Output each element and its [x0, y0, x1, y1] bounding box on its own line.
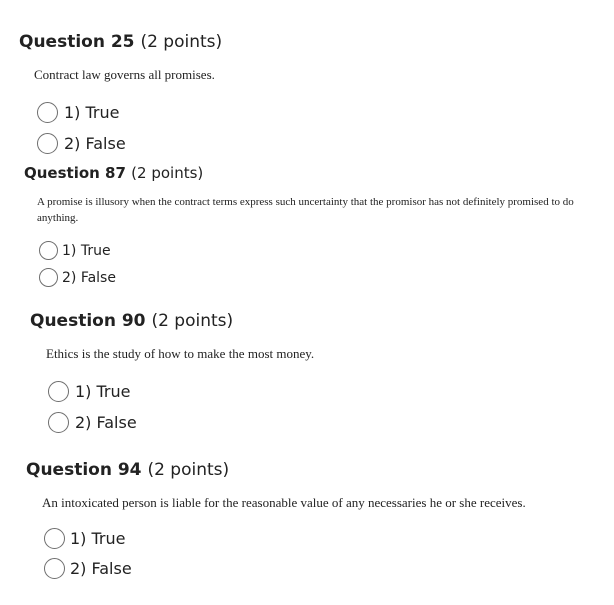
- option-true[interactable]: [39, 241, 111, 260]
- option-true[interactable]: [48, 381, 131, 402]
- question-text: Ethics is the study of how to make the most money.: [46, 346, 315, 361]
- radio-button[interactable]: [48, 381, 69, 402]
- option-label: 1) True: [75, 382, 131, 401]
- option-true[interactable]: [44, 528, 126, 549]
- question-title: [26, 460, 229, 480]
- option-true[interactable]: [37, 102, 120, 123]
- radio-button[interactable]: [48, 412, 69, 433]
- option-label: 1) True: [62, 242, 111, 259]
- option-label: 2) False: [64, 134, 126, 153]
- option-false[interactable]: [39, 268, 116, 287]
- question-title: [30, 311, 233, 331]
- option-label: 2) False: [62, 269, 116, 286]
- question-number: Question 87: [24, 164, 126, 182]
- option-false[interactable]: [37, 133, 126, 154]
- option-label: 2) False: [75, 413, 137, 432]
- question-text: Contract law governs all promises.: [34, 67, 215, 82]
- question-points: (2 points): [131, 164, 204, 182]
- option-label: 1) True: [70, 529, 126, 548]
- question-number: Question 25: [19, 32, 135, 52]
- radio-button[interactable]: [37, 133, 58, 154]
- radio-button[interactable]: [37, 102, 58, 123]
- option-false[interactable]: [48, 412, 137, 433]
- radio-button[interactable]: [39, 241, 58, 260]
- question-points: (2 points): [151, 311, 234, 331]
- question-points: (2 points): [147, 460, 230, 480]
- question-title: [19, 32, 222, 52]
- option-label: 2) False: [70, 559, 132, 578]
- question-points: (2 points): [140, 32, 223, 52]
- question-text: An intoxicated person is liable for the reasonable value of any necessaries he or she receives.: [42, 495, 526, 510]
- question-title: [24, 164, 203, 182]
- option-label: 1) True: [64, 103, 120, 122]
- question-number: Question 90: [30, 311, 146, 331]
- question-number: Question 94: [26, 460, 142, 480]
- radio-button[interactable]: [39, 268, 58, 287]
- radio-button[interactable]: [44, 558, 65, 579]
- radio-button[interactable]: [44, 528, 65, 549]
- question-text: A promise is illusory when the contract terms express such uncertainty that the promisor has not definitely promised to do anything.: [37, 196, 574, 224]
- option-false[interactable]: [44, 558, 132, 579]
